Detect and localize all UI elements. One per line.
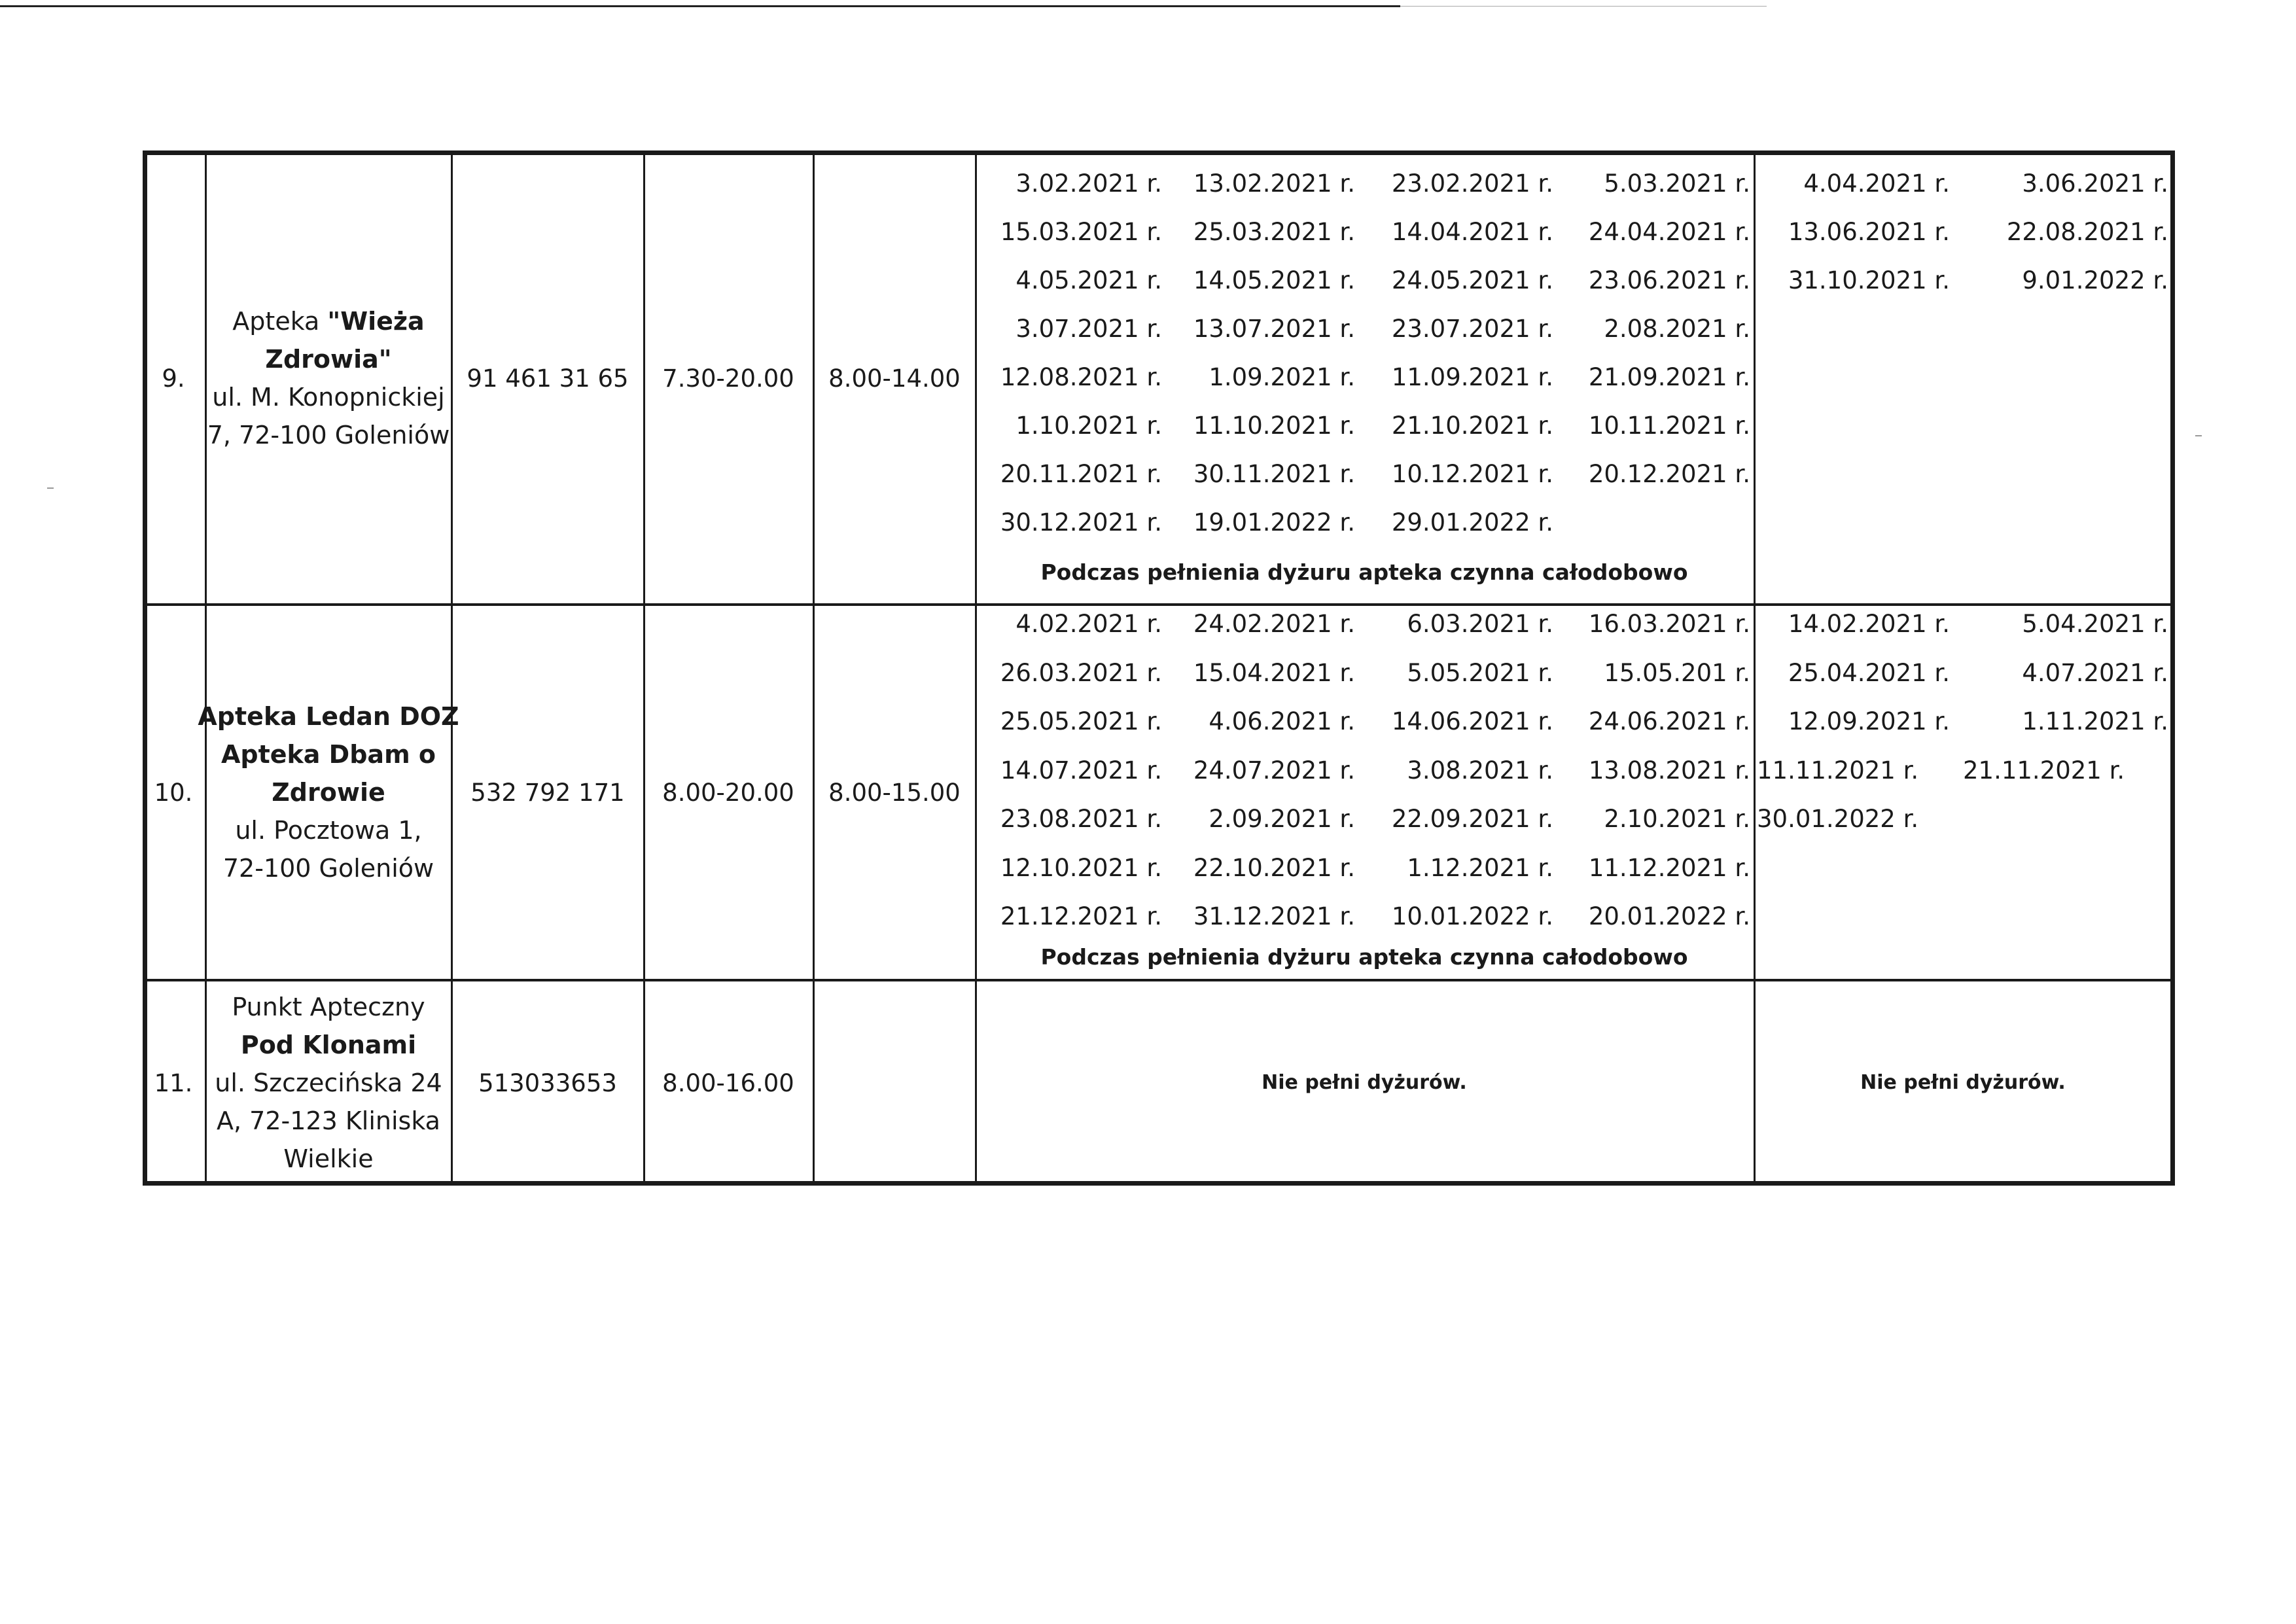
duty-date: 24.02.2021 r. — [1193, 610, 1355, 638]
duty-date: 5.05.2021 r. — [1407, 658, 1553, 687]
name-line — [198, 811, 459, 849]
duty-date: 30.11.2021 r. — [1193, 460, 1355, 488]
name-line — [215, 1140, 442, 1178]
scan-speck — [47, 487, 54, 489]
holiday-date: 30.01.2022 r. — [1757, 805, 1919, 833]
pharmacy-name-address — [215, 988, 442, 1178]
duty-date: 2.10.2021 r. — [1604, 805, 1750, 833]
duty-date: 14.07.2021 r. — [1000, 756, 1162, 785]
name-line — [207, 302, 450, 340]
pharmacy-name-address — [198, 697, 459, 887]
hours-weekday: 8.00-20.00 — [662, 779, 794, 807]
duty-date: 12.10.2021 r. — [1000, 853, 1162, 882]
duty-date: 1.12.2021 r. — [1407, 853, 1553, 882]
duty-date: 4.05.2021 r. — [1016, 266, 1162, 294]
duty-date: 16.03.2021 r. — [1588, 610, 1750, 638]
duty-date: 3.02.2021 r. — [1016, 169, 1162, 198]
duty-date: 14.04.2021 r. — [1391, 218, 1553, 246]
duty-date: 31.12.2021 r. — [1193, 902, 1355, 930]
hours-weekday: 7.30-20.00 — [662, 364, 794, 393]
duty-date: 15.04.2021 r. — [1193, 658, 1355, 687]
holiday-date: 1.11.2021 r. — [2022, 707, 2168, 735]
duty-date: 24.07.2021 r. — [1193, 756, 1355, 785]
phone-number: 91 461 31 65 — [467, 364, 629, 393]
duty-date: 24.06.2021 r. — [1588, 707, 1750, 735]
hours-weekday: 8.00-16.00 — [662, 1069, 794, 1097]
phone-number: 513033653 — [478, 1069, 617, 1097]
duty-note: Podczas pełnienia dyżuru apteka czynna całodobowo — [1040, 944, 1688, 970]
duty-date: 22.10.2021 r. — [1193, 853, 1355, 882]
duty-date: 22.09.2021 r. — [1391, 805, 1553, 833]
duty-date: 6.03.2021 r. — [1407, 610, 1553, 638]
duty-date: 10.11.2021 r. — [1588, 412, 1750, 440]
pharmacy-name-address — [207, 302, 450, 454]
name-text: ul. Szczecińska 24 — [215, 1068, 442, 1097]
holiday-date: 4.04.2021 r. — [1803, 169, 1950, 198]
duty-date: 21.12.2021 r. — [1000, 902, 1162, 930]
name-line — [207, 416, 450, 454]
name-text: Wielkie — [283, 1144, 374, 1173]
duty-date: 14.06.2021 r. — [1391, 707, 1553, 735]
duty-date: 29.01.2022 r. — [1391, 508, 1553, 537]
holiday-date: 4.07.2021 r. — [2022, 658, 2168, 687]
holiday-date: 14.02.2021 r. — [1788, 610, 1950, 638]
name-line — [198, 849, 459, 887]
duty-date: 21.09.2021 r. — [1588, 363, 1750, 391]
row-number: 11. — [154, 1069, 193, 1097]
duty-date: 13.08.2021 r. — [1588, 756, 1750, 785]
name-line — [215, 1026, 442, 1064]
name-text: Zdrowie — [272, 778, 385, 807]
name-text: 72-100 Goleniów — [222, 854, 434, 883]
duty-note: Podczas pełnienia dyżuru apteka czynna całodobowo — [1040, 559, 1688, 585]
row-sep-9-10 — [145, 603, 2172, 606]
duty-date: 4.02.2021 r. — [1016, 610, 1162, 638]
holiday-date: 25.04.2021 r. — [1788, 658, 1950, 687]
duty-date: 10.01.2022 r. — [1391, 902, 1553, 930]
name-line — [215, 988, 442, 1026]
duty-none: Nie pełni dyżurów. — [1262, 1071, 1467, 1094]
col-sep-duty — [1754, 153, 1756, 1184]
name-text: A, 72-123 Kliniska — [217, 1106, 440, 1135]
duty-date: 2.09.2021 r. — [1209, 805, 1355, 833]
name-text: Punkt Apteczny — [232, 993, 425, 1021]
name-text: Apteka Ledan DOZ — [198, 702, 459, 731]
name-line — [207, 378, 450, 416]
name-line — [198, 773, 459, 811]
duty-date: 12.08.2021 r. — [1000, 363, 1162, 391]
duty-date: 15.03.2021 r. — [1000, 218, 1162, 246]
holiday-date: 21.11.2021 r. — [1963, 756, 2125, 785]
name-text: Zdrowia" — [265, 345, 392, 374]
duty-date: 13.07.2021 r. — [1193, 315, 1355, 343]
duty-date: 26.03.2021 r. — [1000, 658, 1162, 687]
name-text: 7, 72-100 Goleniów — [207, 421, 450, 450]
col-sep-hours — [813, 153, 815, 1184]
duty-date: 11.12.2021 r. — [1588, 853, 1750, 882]
name-text: ul. Pocztowa 1, — [235, 816, 422, 845]
duty-date: 1.10.2021 r. — [1016, 412, 1162, 440]
name-line — [207, 340, 450, 378]
col-sep-number — [205, 153, 207, 1184]
scan-speck — [2195, 435, 2202, 436]
hours-saturday: 8.00-14.00 — [828, 364, 961, 393]
duty-date: 23.07.2021 r. — [1391, 315, 1553, 343]
duty-date: 23.06.2021 r. — [1588, 266, 1750, 294]
duty-date: 25.03.2021 r. — [1193, 218, 1355, 246]
row-sep-10-11 — [145, 979, 2172, 981]
duty-date: 3.08.2021 r. — [1407, 756, 1553, 785]
duty-date: 2.08.2021 r. — [1604, 315, 1750, 343]
duty-date: 11.10.2021 r. — [1193, 412, 1355, 440]
holiday-date: 5.04.2021 r. — [2022, 610, 2168, 638]
duty-date: 20.01.2022 r. — [1588, 902, 1750, 930]
name-line — [215, 1064, 442, 1102]
holiday-date: 22.08.2021 r. — [2006, 218, 2168, 246]
duty-date: 19.01.2022 r. — [1193, 508, 1355, 537]
name-text: Pod Klonami — [240, 1031, 417, 1059]
name-line — [198, 697, 459, 735]
duty-date: 3.07.2021 r. — [1016, 315, 1162, 343]
duty-date: 4.06.2021 r. — [1209, 707, 1355, 735]
name-text: ul. M. Konopnickiej — [212, 383, 445, 412]
name-text: Apteka — [232, 307, 328, 336]
duty-date: 30.12.2021 r. — [1000, 508, 1162, 537]
duty-date: 10.12.2021 r. — [1391, 460, 1553, 488]
duty-date: 23.08.2021 r. — [1000, 805, 1162, 833]
holiday-date: 11.11.2021 r. — [1757, 756, 1919, 785]
duty-date: 5.03.2021 r. — [1604, 169, 1750, 198]
name-line — [198, 735, 459, 773]
holiday-date: 3.06.2021 r. — [2022, 169, 2168, 198]
name-text: Apteka Dbam o — [221, 740, 436, 769]
row-number: 10. — [154, 779, 193, 807]
holiday-date: 12.09.2021 r. — [1788, 707, 1950, 735]
col-sep-phone — [643, 153, 645, 1184]
name-line — [215, 1102, 442, 1140]
duty-date: 13.02.2021 r. — [1193, 169, 1355, 198]
top-rule — [0, 5, 1400, 7]
duty-date: 21.10.2021 r. — [1391, 412, 1553, 440]
duty-date: 14.05.2021 r. — [1193, 266, 1355, 294]
duty-date: 23.02.2021 r. — [1391, 169, 1553, 198]
duty-date: 20.11.2021 r. — [1000, 460, 1162, 488]
holiday-date: 13.06.2021 r. — [1788, 218, 1950, 246]
phone-number: 532 792 171 — [470, 779, 625, 807]
duty-date: 1.09.2021 r. — [1209, 363, 1355, 391]
duty-date: 24.05.2021 r. — [1391, 266, 1553, 294]
col-sep-name — [451, 153, 453, 1184]
name-text: "Wieża — [327, 307, 425, 336]
holiday-date: 31.10.2021 r. — [1788, 266, 1950, 294]
col-sep-saturday — [975, 153, 977, 1184]
duty-date: 11.09.2021 r. — [1391, 363, 1553, 391]
row-number: 9. — [162, 364, 185, 393]
duty-date: 24.04.2021 r. — [1588, 218, 1750, 246]
top-rule-faint — [1400, 6, 1767, 7]
duty-date: 15.05.201 r. — [1604, 658, 1750, 687]
holiday-none: Nie pełni dyżurów. — [1860, 1071, 2066, 1094]
duty-date: 25.05.2021 r. — [1000, 707, 1162, 735]
holiday-date: 9.01.2022 r. — [2022, 266, 2168, 294]
duty-date: 20.12.2021 r. — [1588, 460, 1750, 488]
hours-saturday: 8.00-15.00 — [828, 779, 961, 807]
